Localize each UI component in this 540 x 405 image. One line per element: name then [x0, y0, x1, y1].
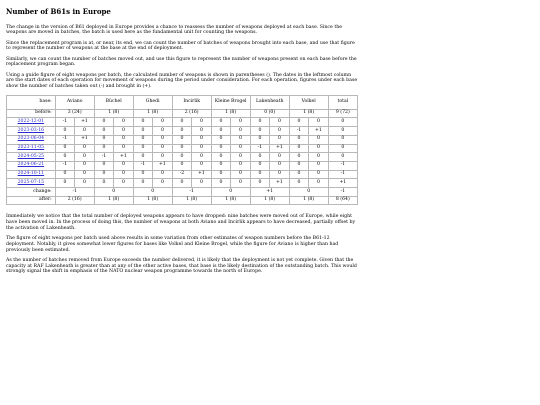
- date-link[interactable]: 2023-03-16: [17, 127, 45, 133]
- before-volkel: 1 (8): [289, 109, 328, 118]
- movement-total-cell: -1: [328, 161, 357, 170]
- after-aviano: 2 (16): [55, 196, 94, 205]
- date-cell: [7, 127, 56, 136]
- change-incirlik: -1: [172, 187, 211, 196]
- movement-cell: 0: [309, 144, 329, 153]
- after-buchel: 1 (8): [94, 196, 133, 205]
- movement-cell: 0: [172, 118, 191, 127]
- before-total: 9 (72): [328, 109, 357, 118]
- movement-cell: -1: [55, 161, 74, 170]
- date-cell: [7, 153, 56, 162]
- date-cell: [7, 161, 56, 170]
- date-cell: [7, 118, 56, 127]
- movement-row: [7, 179, 358, 188]
- movement-cell: 0: [192, 135, 212, 144]
- before-incirlik: 2 (16): [172, 109, 211, 118]
- after-row: [7, 196, 358, 205]
- movement-cell: 0: [133, 153, 152, 162]
- movement-cell: 0: [231, 127, 251, 136]
- movement-cell: 0: [94, 170, 113, 179]
- base-header-label: base:: [7, 95, 56, 109]
- movement-cell: 0: [289, 144, 308, 153]
- movement-cell: 0: [94, 127, 113, 136]
- movement-cell: 0: [309, 153, 329, 162]
- movement-cell: -1: [94, 153, 113, 162]
- movement-cell: 0: [309, 118, 329, 127]
- movement-cell: 0: [309, 161, 329, 170]
- movement-cell: 0: [231, 179, 251, 188]
- movement-cell: 0: [153, 118, 173, 127]
- movement-cell: 0: [192, 144, 212, 153]
- change-lakenheath: +1: [250, 187, 289, 196]
- movement-cell: 0: [211, 153, 230, 162]
- movement-cell: 0: [270, 118, 290, 127]
- movement-cell: 0: [250, 161, 269, 170]
- movement-row: [7, 144, 358, 153]
- movement-cell: 0: [231, 135, 251, 144]
- before-row: [7, 109, 358, 118]
- movement-cell: 0: [94, 161, 113, 170]
- intro-paragraph: Using a guide figure of eight weapons per batch, the calculated number of weapons is shown in parentheses (). The dates in the leftmost column are the start dates of each operation for movement of weapons during the period under consideration. For each operation, figures under each base show the number of batches taken out (-) and brought in (+).: [6, 72, 358, 90]
- after-label: after:: [7, 196, 56, 205]
- movement-cell: 0: [133, 135, 152, 144]
- movement-cell: 0: [211, 127, 230, 136]
- movement-cell: 0: [309, 170, 329, 179]
- date-link[interactable]: 2025-07-15: [17, 179, 45, 185]
- date-cell: [7, 144, 56, 153]
- movement-cell: 0: [231, 144, 251, 153]
- movement-cell: 0: [172, 153, 191, 162]
- change-row: [7, 187, 358, 196]
- movement-cell: 0: [172, 135, 191, 144]
- movement-cell: -1: [55, 118, 74, 127]
- movement-cell: 0: [153, 127, 173, 136]
- date-cell: [7, 170, 56, 179]
- movement-cell: 0: [309, 135, 329, 144]
- movement-cell: 0: [172, 161, 191, 170]
- movement-row: [7, 135, 358, 144]
- movement-cell: 0: [211, 179, 230, 188]
- movement-cell: -2: [172, 170, 191, 179]
- movement-cell: 0: [192, 161, 212, 170]
- date-link[interactable]: 2024-10-11: [17, 171, 45, 177]
- movement-cell: 0: [114, 170, 133, 179]
- movement-cell: 0: [231, 161, 251, 170]
- movement-cell: 0: [211, 170, 230, 179]
- movement-cell: 0: [250, 118, 269, 127]
- movement-cell: 0: [153, 135, 173, 144]
- movement-cell: 0: [211, 135, 230, 144]
- movement-cell: -1: [133, 161, 152, 170]
- before-label: before:: [7, 109, 56, 118]
- movement-cell: 0: [133, 179, 152, 188]
- movement-cell: +1: [153, 161, 173, 170]
- intro-paragraph: The change in the version of B61 deployed in Europe provides a chance to reassess the number of weapons deployed at each base. Since the weapons are moved in batches, the batch is used here as the fundamental unit for counting the weapons.: [6, 24, 342, 36]
- movement-row: [7, 118, 358, 127]
- movement-cell: 0: [75, 144, 95, 153]
- movement-cell: 0: [172, 144, 191, 153]
- movement-cell: 0: [75, 179, 95, 188]
- before-buchel: 1 (8): [94, 109, 133, 118]
- movement-cell: 0: [192, 153, 212, 162]
- movement-cell: 0: [114, 144, 133, 153]
- base-header-lakenheath: Lakenheath: [250, 95, 289, 109]
- after-total: 8 (64): [328, 196, 357, 205]
- change-label: change:: [7, 187, 56, 196]
- movement-cell: -1: [289, 127, 308, 136]
- movement-rows: [7, 118, 358, 188]
- movement-cell: 0: [270, 135, 290, 144]
- movement-cell: 0: [172, 127, 191, 136]
- movement-cell: 0: [55, 144, 74, 153]
- before-ghedi: 1 (8): [133, 109, 172, 118]
- movement-cell: 0: [172, 179, 191, 188]
- movement-cell: 0: [55, 127, 74, 136]
- movement-cell: 0: [270, 161, 290, 170]
- b61-table: [6, 95, 358, 206]
- date-link[interactable]: 2022-12-01: [17, 119, 45, 125]
- movement-cell: 0: [94, 118, 113, 127]
- change-kleine-brogel: 0: [211, 187, 250, 196]
- change-volkel: 0: [289, 187, 328, 196]
- date-link[interactable]: 2024-05-25: [17, 153, 45, 159]
- movement-cell: 0: [55, 179, 74, 188]
- after-ghedi: 1 (8): [133, 196, 172, 205]
- change-ghedi: 0: [133, 187, 172, 196]
- movement-cell: +1: [75, 135, 95, 144]
- movement-cell: 0: [153, 170, 173, 179]
- movement-cell: 0: [270, 170, 290, 179]
- intro-section: [6, 25, 358, 90]
- movement-cell: 0: [75, 153, 95, 162]
- intro-paragraph: Similarly, we can count the number of batches moved out, and use this figure to represent the number of weapons present on each base before the replacement program began.: [6, 56, 357, 68]
- closing-paragraph: The figure of eight weapons per batch used above results in some variation from other estimates of weapon numbers before the B61-12 deployment. Notably, it gives somewhat lower figures for bases like Volkel and Kleine Brogel, while the figure for Aviano is higher than had previously been estimated.: [6, 236, 339, 253]
- date-link[interactable]: 2023-11-05: [17, 145, 45, 151]
- after-incirlik: 1 (8): [172, 196, 211, 205]
- movement-cell: 0: [289, 118, 308, 127]
- movement-cell: 0: [114, 127, 133, 136]
- movement-cell: 0: [55, 170, 74, 179]
- movement-cell: 0: [114, 179, 133, 188]
- movement-cell: 0: [55, 153, 74, 162]
- change-total: -1: [328, 187, 357, 196]
- base-header-ghedi: Ghedi: [133, 95, 172, 109]
- movement-cell: 0: [250, 179, 269, 188]
- movement-cell: 0: [153, 153, 173, 162]
- movement-cell: 0: [231, 170, 251, 179]
- movement-cell: 0: [289, 135, 308, 144]
- movement-cell: 0: [94, 144, 113, 153]
- movement-cell: 0: [270, 153, 290, 162]
- movement-cell: 0: [133, 127, 152, 136]
- movement-total-cell: 0: [328, 135, 357, 144]
- movement-cell: 0: [211, 144, 230, 153]
- page-title: Number of B61s in Europe: [6, 7, 111, 16]
- movement-total-cell: -1: [328, 170, 357, 179]
- movement-cell: 0: [231, 153, 251, 162]
- closing-paragraph: As the number of batches removed from Europe exceeds the number delivered, it is likely that the deployment is not yet complete. Given that the capacity at RAF Lakenheath is greater than at any of the other active bases, that base is the likely destination of the outstanding batch. This would strongly signal the shift in emphasis of the NATO nuclear weapon programme towards the north of Europe.: [6, 257, 357, 275]
- movement-row: [7, 170, 358, 179]
- change-aviano: -1: [55, 187, 94, 196]
- movement-cell: 0: [250, 135, 269, 144]
- before-aviano: 3 (24): [55, 109, 94, 118]
- movement-total-cell: 0: [328, 153, 357, 162]
- movement-cell: 0: [133, 170, 152, 179]
- movement-cell: 0: [75, 170, 95, 179]
- date-cell: [7, 135, 56, 144]
- movement-total-cell: 0: [328, 118, 357, 127]
- movement-cell: +1: [270, 179, 290, 188]
- movement-row: [7, 127, 358, 136]
- base-header-total: total: [328, 95, 357, 109]
- movement-cell: 0: [250, 127, 269, 136]
- movement-cell: 0: [309, 179, 329, 188]
- movement-cell: +1: [270, 144, 290, 153]
- after-lakenheath: 1 (8): [250, 196, 289, 205]
- movement-cell: 0: [94, 179, 113, 188]
- movement-cell: 0: [192, 127, 212, 136]
- movement-cell: -1: [55, 135, 74, 144]
- base-header-kleine-brogel: Kleine Brogel: [211, 95, 250, 109]
- movement-cell: 0: [114, 161, 133, 170]
- date-link[interactable]: 2023-06-04: [17, 136, 45, 142]
- movement-row: [7, 153, 358, 162]
- base-header-incirlik: Incirlik: [172, 95, 211, 109]
- movement-cell: 0: [153, 144, 173, 153]
- movement-cell: 0: [133, 144, 152, 153]
- movement-cell: +1: [192, 170, 212, 179]
- closing-section: [6, 214, 358, 275]
- movement-total-cell: 0: [328, 144, 357, 153]
- document: [6, 6, 358, 279]
- after-kleine-brogel: 1 (8): [211, 196, 250, 205]
- movement-cell: 0: [133, 118, 152, 127]
- movement-cell: 0: [192, 179, 212, 188]
- movement-total-cell: +1: [328, 179, 357, 188]
- movement-cell: 0: [250, 170, 269, 179]
- movement-cell: 0: [211, 161, 230, 170]
- movement-cell: +1: [75, 118, 95, 127]
- movement-cell: 0: [289, 161, 308, 170]
- after-volkel: 1 (8): [289, 196, 328, 205]
- movement-cell: 0: [231, 118, 251, 127]
- before-lakenheath: 0 (0): [250, 109, 289, 118]
- movement-cell: 0: [153, 179, 173, 188]
- before-kleine-brogel: 1 (8): [211, 109, 250, 118]
- movement-cell: 0: [94, 135, 113, 144]
- intro-paragraph: Since the replacement program is at, or near, its end, we can count the number of batches of weapons brought into each base, and use that figure to represent the number of weapons at the base at the end of deployment.: [6, 40, 355, 52]
- movement-cell: 0: [289, 179, 308, 188]
- movement-cell: +1: [114, 153, 133, 162]
- date-link[interactable]: 2024-06-21: [17, 162, 45, 168]
- movement-cell: 0: [192, 118, 212, 127]
- movement-cell: 0: [75, 127, 95, 136]
- closing-paragraph: Immediately we notice that the total number of deployed weapons appears to have dropped: nine batches were moved out of Europe, while eight have been moved in. In the process of doing this, the number of weapons at both Aviano and Incirlik appears to have decreased, partially offset by the activation of Lakenheath.: [6, 214, 356, 231]
- header-row: [7, 95, 358, 109]
- movement-cell: 0: [270, 127, 290, 136]
- movement-cell: 0: [289, 153, 308, 162]
- change-buchel: 0: [94, 187, 133, 196]
- movement-cell: 0: [289, 170, 308, 179]
- movement-cell: 0: [250, 153, 269, 162]
- base-header-buchel: Büchel: [94, 95, 133, 109]
- date-cell: [7, 179, 56, 188]
- movement-total-cell: 0: [328, 127, 357, 136]
- movement-row: [7, 161, 358, 170]
- movement-cell: 0: [75, 161, 95, 170]
- movement-cell: 0: [114, 135, 133, 144]
- base-header-aviano: Aviano: [55, 95, 94, 109]
- movement-cell: 0: [211, 118, 230, 127]
- movement-cell: +1: [309, 127, 329, 136]
- movement-cell: 0: [114, 118, 133, 127]
- movement-cell: -1: [250, 144, 269, 153]
- base-header-volkel: Volkel: [289, 95, 328, 109]
